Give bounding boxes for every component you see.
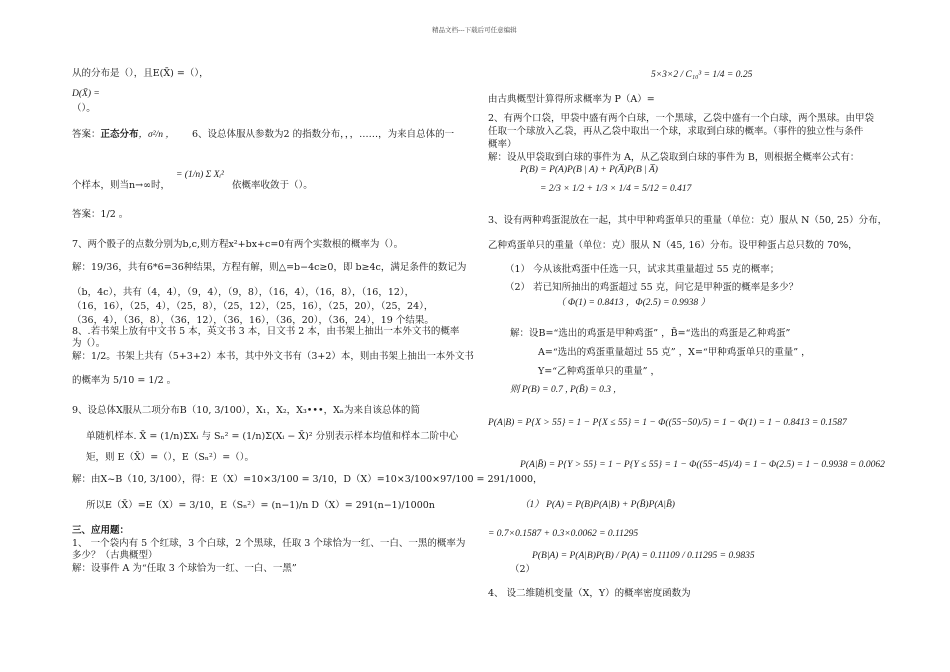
- text-line: （16，16），（25，4），（25，8），（25，12），（25，16），（25，20），（25，24），: [72, 301, 434, 312]
- formula: ，σ²/n ，: [138, 130, 175, 140]
- text-line: 解：设事件 A 为“任取 3 个球恰为一红、一白、一黑”: [72, 563, 297, 574]
- text-line: （1） 今从该批鸡蛋中任选一只，试求其重量超过 55 克的概率；: [505, 264, 780, 275]
- text-line: 1、 一个袋内有 5 个红球，3 个白球，2 个黑球，任取 3 个球恰为一红、一白、一黑的概率为: [72, 538, 466, 549]
- text-line: D(X̄) =: [72, 89, 100, 99]
- text-line: Y=“乙种鸡蛋单只的重量” ，: [538, 366, 660, 377]
- text-line: 任取一个球放入乙袋，再从乙袋中取出一个球，求取到白球的概率。（事件的独立性与条件: [488, 126, 864, 137]
- text-line: 3、设有两种鸡蛋混放在一起，其中甲种鸡蛋单只的重量（单位：克）服从 N（50, 25）分布，: [488, 215, 888, 226]
- formula: 则 P(B) = 0.7 , P(B̄) = 0.3 ,: [510, 385, 616, 395]
- text-line: 所以E（X̄）=E（X）= 3/10，E（Sₙ²）= (n−1)/n D（X）= 291(n−1)/1000n: [86, 500, 435, 511]
- formula: P(A|B) = P{X > 55} = 1 − P{X ≤ 55} = 1 − Φ((55−50)/5) = 1 − Φ(1) = 1 − 0.8413 = 0.1587: [488, 418, 847, 428]
- formula: P(B|A) = P(A|B)P(B) / P(A) = 0.11109 / 0.11295 = 0.9835: [532, 551, 755, 561]
- text-line: A=“选出的鸡蛋重量超过 55 克” ，X=“甲种鸡蛋单只的重量” ，: [538, 347, 811, 358]
- text-line: 乙种鸡蛋单只的重量（单位：克）服从 N（45, 16）分布。设甲种蛋占总只数的 70%，: [488, 240, 858, 251]
- text-line: 6、设总体服从参数为2 的指数分布，，，……，为来自总体的一: [192, 129, 455, 140]
- text-line: 由古典概型计算得所求概率为 P（A）=: [488, 94, 655, 105]
- text-line: 解：19/36，共有6*6=36种结果，方程有解，则△=b−4c≥0，即 b≥4c，满足条件的数记为: [72, 262, 467, 273]
- formula: P(B) = P(A)P(B | A) + P(A̅)P(B | A̅): [520, 165, 658, 175]
- text-line: （）。: [72, 103, 96, 114]
- text-line: 解：由X~B（10, 3/100），得：E（X）=10×3/100 = 3/10，D（X）=10×3/100×97/100 = 291/1000，: [72, 474, 543, 485]
- formula: （ Φ(1) = 0.8413 ，Φ(2.5) = 0.9938 ）: [556, 298, 710, 308]
- text-line: [72, 129, 175, 142]
- text-line: 答案：1/2 。: [72, 209, 129, 220]
- text-line: 解：1/2。书架上共有（5+3+2）本书，其中外文书有（3+2）本，则由书架上抽出一本外文书: [72, 351, 474, 362]
- text-line: （2） 若已知所抽出的鸡蛋超过 55 克，问它是甲种蛋的概率是多少？: [505, 282, 799, 293]
- text-line: （2）: [510, 564, 536, 575]
- text-line: 4、 设二维随机变量（X，Y）的概率密度函数为: [488, 588, 691, 599]
- formula: P(A|B̄) = P{Y > 55} = 1 − P{Y ≤ 55} = 1 − Φ((55−45)/4) = 1 − Φ(2.5) = 1 − 0.9938 = 0.0062: [520, 460, 885, 470]
- text-line: 概率）: [488, 139, 517, 150]
- text-line: （36，4），（36，8），（36，12），（36，16），（36，20），（36，24），19 个结果。: [72, 315, 434, 326]
- text-line: 解：设从甲袋取到白球的事件为 A，从乙袋取到白球的事件为 B，则根据全概率公式有：: [488, 152, 860, 163]
- text-line: 的概率为 5/10 = 1/2 。: [72, 375, 177, 386]
- page-header: 精品文档---下载后可任意编辑: [432, 26, 517, 34]
- section-heading: 三、应用题：: [72, 525, 130, 536]
- text-line: 为（）。: [72, 338, 106, 349]
- text-line: 解：设B=“选出的鸡蛋是甲种鸡蛋” ，B̄=“选出的鸡蛋是乙种鸡蛋”: [510, 328, 791, 339]
- text-line: 8、.若书架上放有中文书 5 本，英文书 3 本，日文书 2 本，由书架上抽出一本外文书的概率: [72, 326, 460, 337]
- text-line: 9、设总体X服从二项分布B（10, 3/100），X₁，X₂，X₃•••，Xₙ为来自该总体的简: [72, 405, 420, 416]
- text-line: 从的分布是（），且E(X̄) =（），: [72, 68, 209, 79]
- formula: = 0.7×0.1587 + 0.3×0.0062 = 0.11295: [488, 529, 639, 539]
- text-line: 个样本，则当n→∞时，: [72, 180, 170, 191]
- text-line: 2、有两个口袋，甲袋中盛有两个白球，一个黑球，乙袋中盛有一个白球，两个黑球。由甲袋: [488, 113, 875, 124]
- text-line: 7、两个骰子的点数分别为b,c,则方程x²+bx+c=0有两个实数根的概率为（）。: [72, 239, 404, 250]
- answer-label: 答案：: [72, 129, 101, 140]
- text-line: 矩，则 E（X̄）=（），E（Sₙ²）=（）。: [86, 452, 254, 463]
- answer-value: 正态分布: [100, 129, 139, 140]
- text-line: 单随机样本. X̄ = (1/n)ΣXᵢ 与 Sₙ² = (1/n)Σ(Xᵢ − X̄)² 分别表示样本均值和样本二阶中心: [86, 431, 459, 442]
- text-line: 依概率收敛于（）。: [232, 180, 313, 191]
- text-line: 多少？（古典概型）: [72, 550, 158, 561]
- formula: = (1/n) Σ Xᵢ²: [176, 170, 224, 180]
- formula: （1） P(A) = P(B)P(A|B) + P(B̄)P(A|B̄): [520, 500, 675, 510]
- formula: = 2/3 × 1/2 + 1/3 × 1/4 = 5/12 = 0.417: [540, 184, 692, 194]
- formula: 5×3×2 / C₁₀³ = 1/4 = 0.25: [651, 70, 753, 80]
- text-line: （b，4c），共有（4，4），（9，4），（9，8），（16，4），（16，8），（16，12），: [72, 287, 415, 298]
